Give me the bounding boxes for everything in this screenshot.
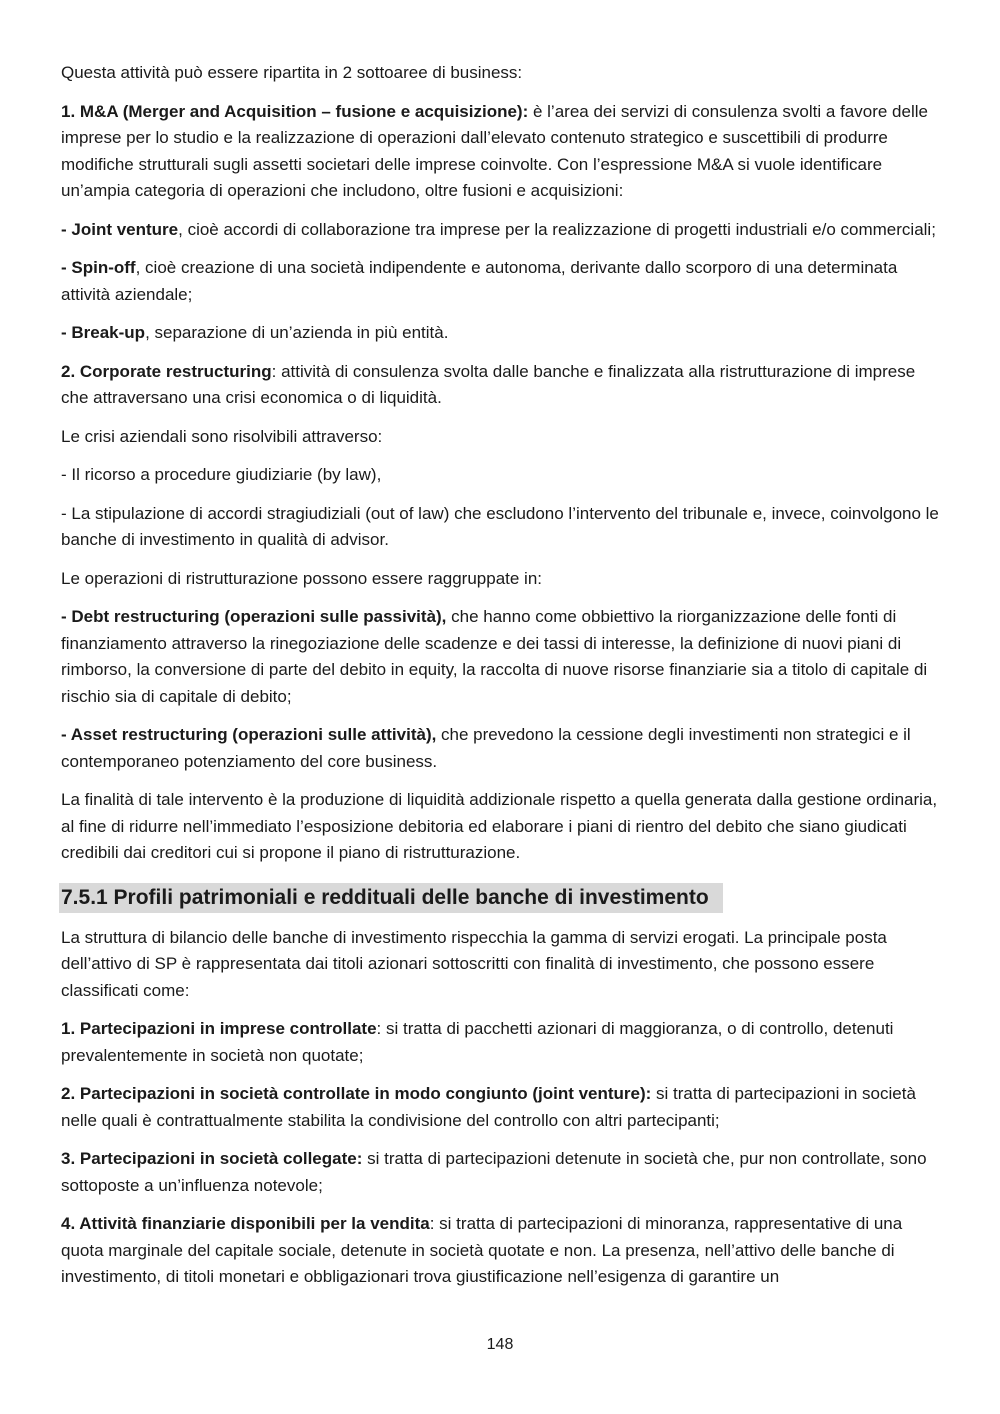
stipulazione-paragraph: - La stipulazione di accordi stragiudiziali (out of law) che escludono l’intervento del tribunale e, invece, coinvolgono le banche di investimento in qualità di advisor.	[61, 503, 939, 549]
break-up-paragraph	[61, 320, 941, 347]
item-2-title: 2. Partecipazioni in società controllate in modo congiunto (joint venture):	[61, 1084, 652, 1103]
section-heading: 7.5.1 Profili patrimoniali e reddituali delle banche di investimento	[59, 883, 723, 913]
joint-venture-text: , cioè accordi di collaborazione tra imprese per la realizzazione di progetti industriali e/o commerciali;	[178, 219, 936, 239]
item-1-paragraph	[61, 1016, 941, 1069]
intro-paragraph: Questa attività può essere ripartita in 2 sottoaree di business:	[61, 63, 523, 82]
item-4-text: : si tratta di partecipazioni di minoranza, rappresentative di una quota marginale del capitale sociale, detenute in società quotate e non. La presenza, nell’attivo delle banche di investimento, di titoli monetari e obbligazionari trova giustificazione nell’esigenza di garantire un	[61, 1214, 903, 1286]
asset-restructuring-text: che prevedono la cessione degli investimenti non strategici e il contemporaneo potenziamento del core business.	[61, 725, 911, 771]
item-1-text: : si tratta di pacchetti azionari di maggioranza, o di controllo, detenuti prevalentemente in società non quotate;	[61, 1019, 894, 1065]
item-4-title: 4. Attività finanziarie disponibili per la vendita	[61, 1214, 430, 1233]
break-up-title: - Break-up	[61, 323, 146, 342]
ricorso-paragraph: - Il ricorso a procedure giudiziarie (by law),	[61, 465, 382, 484]
item-3-title: 3. Partecipazioni in società collegate:	[61, 1149, 363, 1168]
joint-venture-paragraph	[61, 217, 941, 244]
item-3-text: si tratta di partecipazioni detenute in società che, pur non controllate, sono sottoposte a un’influenza notevole;	[61, 1149, 927, 1195]
crisi-intro-paragraph: Le crisi aziendali sono risolvibili attraverso:	[61, 426, 383, 446]
joint-venture-title: - Joint venture	[61, 219, 179, 239]
page-content	[61, 60, 941, 1303]
finalita-paragraph: La finalità di tale intervento è la produzione di liquidità addizionale rispetto a quella generata dalla gestione ordinaria, al fine di ridurre nell’immediato l’esposizione debitoria ed elaborare i piani di rientro del debito che siano giudicati credibili dai creditori cui si propone il piano di ristrutturazione.	[61, 790, 938, 862]
asset-restructuring-title: - Asset restructuring (operazioni sulle attività),	[61, 725, 437, 744]
operazioni-intro-paragraph: Le operazioni di ristrutturazione possono essere raggruppate in:	[61, 568, 543, 588]
debt-restructuring-title: - Debt restructuring (operazioni sulle passività),	[61, 607, 447, 626]
item-2-paragraph	[61, 1081, 941, 1134]
ma-paragraph	[61, 99, 941, 205]
ma-text: è l’area dei servizi di consulenza svolti a favore delle imprese per lo studio e la realizzazione di operazioni dall’elevato contenuto strategico e suscettibili di produrre modifiche strutturali sugli assetti societari delle imprese coinvolte. Con l’espressione M&A si vuole identificare un’ampia categoria di operazioni che includono, oltre fusioni e acquisizioni:	[61, 101, 928, 200]
asset-restructuring-paragraph	[61, 722, 941, 775]
break-up-text: , separazione di un’azienda in più entità.	[145, 323, 449, 342]
item-2-text: si tratta di partecipazioni in società nelle quali è contrattualmente stabilita la condivisione del controllo con altri partecipanti;	[61, 1084, 916, 1130]
debt-restructuring-paragraph	[61, 604, 941, 710]
spin-off-text: , cioè creazione di una società indipendente e autonoma, derivante dallo scorporo di una determinata attività aziendale;	[61, 258, 898, 304]
corporate-restructuring-title: 2. Corporate restructuring	[61, 361, 272, 381]
ma-title: 1. M&A (Merger and Acquisition – fusione e acquisizione):	[61, 101, 529, 121]
item-4-paragraph	[61, 1211, 941, 1291]
spin-off-title: - Spin-off	[61, 258, 136, 277]
item-3-paragraph	[61, 1146, 941, 1199]
item-1-title: 1. Partecipazioni in imprese controllate	[61, 1019, 377, 1038]
spin-off-paragraph	[61, 255, 941, 308]
struttura-paragraph: La struttura di bilancio delle banche di investimento rispecchia la gamma di servizi erogati. La principale posta dell’attivo di SP è rappresentata dai titoli azionari sottoscritti con finalità di investimento, che possono essere classificati come:	[61, 927, 887, 1000]
corporate-restructuring-paragraph	[61, 359, 941, 412]
page-number: 148	[486, 1336, 514, 1353]
debt-restructuring-text: che hanno come obbiettivo la riorganizzazione delle fonti di finanziamento attraverso la rinegoziazione delle scadenze e dei tassi di interesse, la definizione di nuovi piani di rimborso, la conversione di parte del debito in equity, la raccolta di nuove risorse finanziarie sia a titolo di capitale di rischio sia di capitale di debito;	[61, 607, 928, 706]
corporate-restructuring-text: : attività di consulenza svolta dalle banche e finalizzata alla ristrutturazione di imprese che attraversano una crisi economica o di liquidità.	[61, 361, 916, 407]
